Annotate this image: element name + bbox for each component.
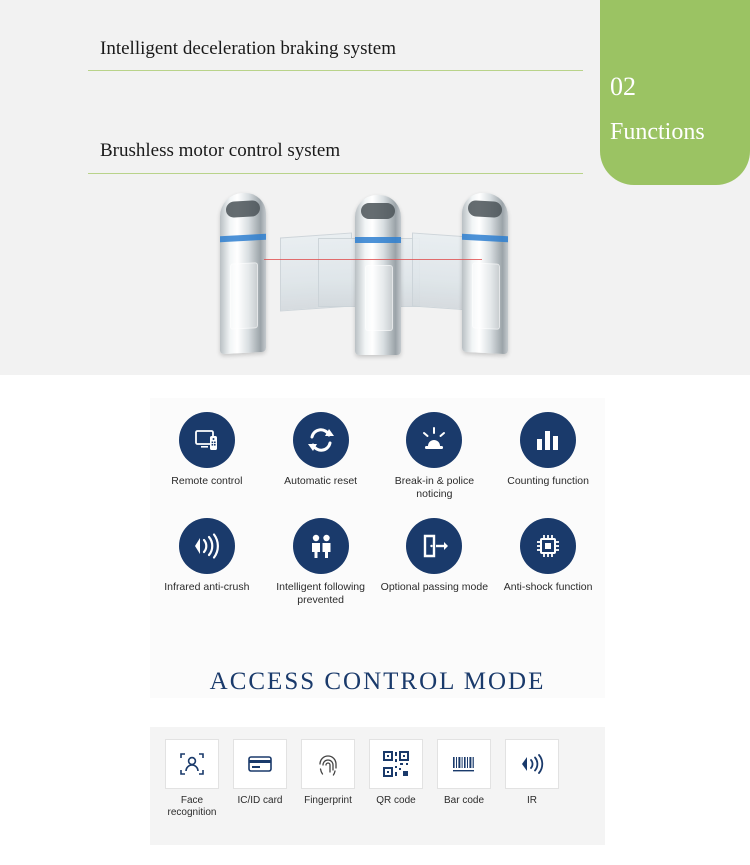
infrared-wave-icon [179, 518, 235, 574]
access-mode-item [164, 739, 220, 819]
feature-label: Counting function [507, 475, 589, 487]
feature-label: Break-in & police noticing [394, 475, 475, 500]
two-people-icon [293, 518, 349, 574]
access-mode-label: QR code [376, 795, 416, 806]
pedestal-indicator-ring [462, 234, 508, 242]
section-word: Functions [610, 119, 705, 145]
access-mode-label: IR [527, 795, 537, 806]
features-grid [150, 412, 605, 606]
access-control-title: ACCESS CONTROL MODE [209, 668, 546, 695]
access-mode-label: IC/ID card [237, 795, 283, 806]
top-banner [0, 0, 750, 375]
feature-label: Automatic reset [284, 475, 358, 487]
feature-label: Optional passing mode [380, 581, 489, 593]
infrared-beam-line [264, 259, 482, 260]
divider-line-1 [88, 70, 583, 71]
feature-item [150, 412, 264, 500]
pedestal-body-panel [472, 262, 500, 329]
access-mode-label: Fingerprint [304, 795, 352, 806]
access-mode-item [368, 739, 424, 819]
access-mode-label: Bar code [443, 795, 485, 806]
headline-deceleration: Intelligent deceleration braking system [100, 38, 396, 59]
section-badge [600, 0, 750, 185]
pedestal-body-panel [365, 265, 393, 331]
pedestal-indicator-ring [220, 234, 266, 242]
fingerprint-icon [301, 739, 355, 789]
access-modes-row [164, 739, 560, 819]
infrared-signal-icon [505, 739, 559, 789]
feature-item [264, 412, 378, 500]
turnstile-pedestal-left [220, 192, 266, 354]
access-mode-label: Face recognition [167, 795, 217, 818]
feature-item [491, 412, 605, 500]
remote-control-icon [179, 412, 235, 468]
access-mode-item [300, 739, 356, 819]
feature-item [378, 518, 492, 606]
pedestal-top-panel [361, 203, 395, 219]
chip-icon [520, 518, 576, 574]
headline-brushless-motor: Brushless motor control system [100, 140, 341, 161]
feature-item [378, 412, 492, 500]
feature-item [150, 518, 264, 606]
pedestal-body-panel [230, 262, 258, 329]
feature-label: Remote control [171, 475, 243, 487]
qr-code-icon [369, 739, 423, 789]
id-card-icon [233, 739, 287, 789]
divider-line-2 [88, 173, 583, 174]
pedestal-top-panel [226, 200, 260, 218]
turnstile-pedestal-right [462, 192, 508, 354]
turnstile-product-image [190, 185, 580, 375]
alarm-siren-icon [406, 412, 462, 468]
access-mode-item [232, 739, 288, 819]
turnstile-pedestal-center [355, 195, 401, 355]
pedestal-top-panel [468, 200, 502, 218]
feature-label: Intelligent following prevented [276, 581, 365, 606]
bar-chart-icon [520, 412, 576, 468]
access-mode-item [436, 739, 492, 819]
feature-item [264, 518, 378, 606]
face-recognition-icon [165, 739, 219, 789]
access-modes-band [150, 727, 605, 845]
feature-label: Anti-shock function [503, 581, 593, 593]
feature-item [491, 518, 605, 606]
features-panel [150, 398, 605, 698]
automatic-reset-icon [293, 412, 349, 468]
barcode-icon [437, 739, 491, 789]
door-exit-icon [406, 518, 462, 574]
pedestal-indicator-ring [355, 237, 401, 243]
feature-label: Infrared anti-crush [164, 581, 250, 593]
section-number: 02 [610, 72, 636, 101]
access-mode-item [504, 739, 560, 819]
